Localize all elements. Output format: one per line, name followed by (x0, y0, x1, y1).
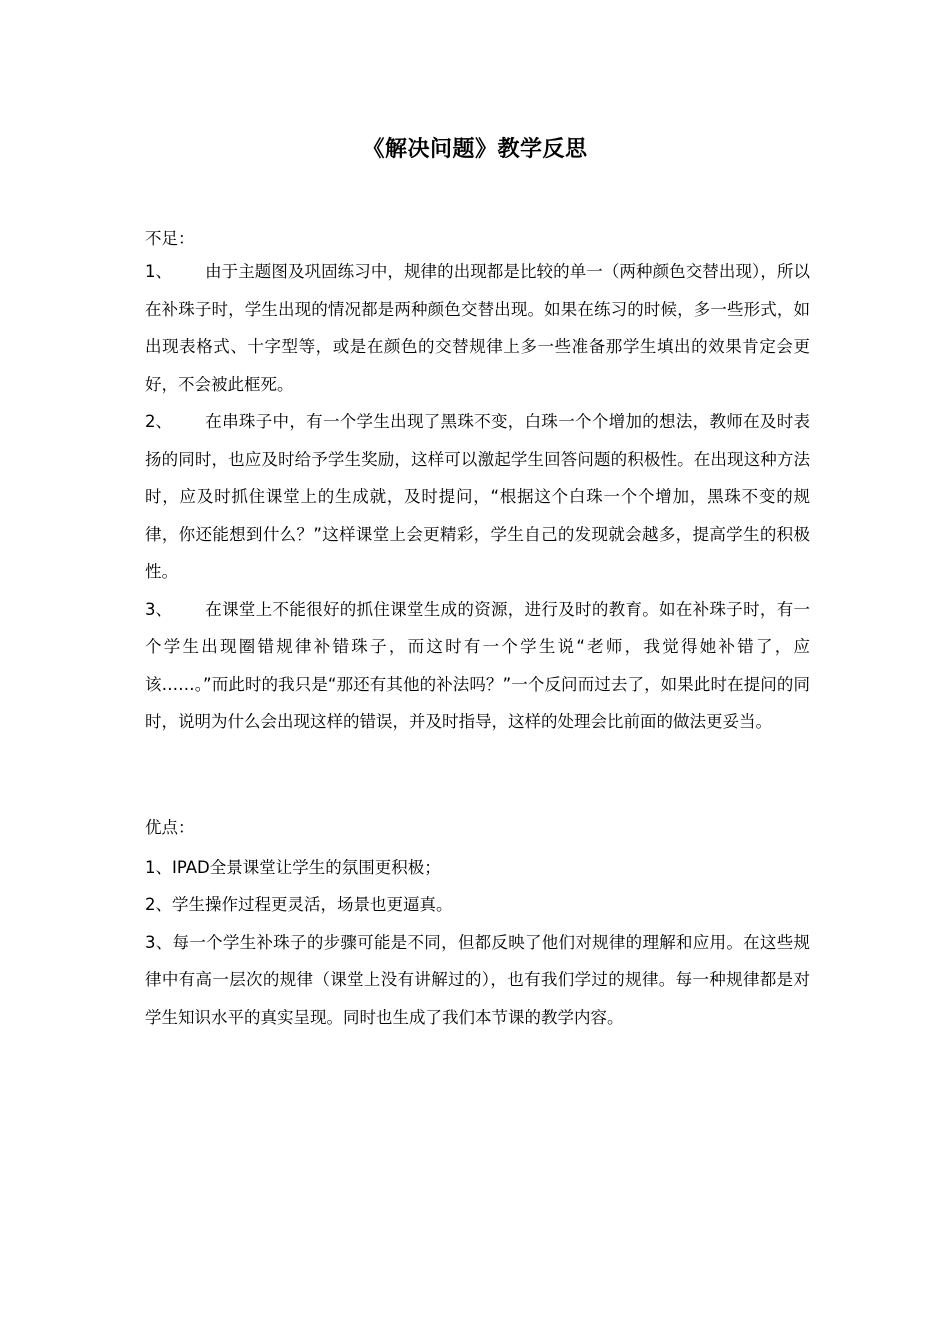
item-text: 在串珠子中，有一个学生出现了黑珠不变，白珠一个个增加的想法，教师在及时表扬的同时，也应及时给予学生奖励，这样可以激起学生回答问题的积极性。在出现这种方法时，应及时抓住课堂上的生成就，及时提问，“根据这个白珠一个个增加，黑珠不变的规律，你还能想到什么？”这样课堂上会更精彩，学生自己的发现就会越多，提高学生的积极性。 (145, 412, 810, 581)
strength-item: 1、IPAD全景课堂让学生的氛围更积极； (145, 857, 441, 877)
shortcomings-section (145, 225, 810, 741)
document-body (145, 225, 810, 1036)
item-text: 在课堂上不能很好的抓住课堂生成的资源，进行及时的教育。如在补珠子时，有一个学生出现圈错规律补错珠子，而这时有一个学生说“老师，我觉得她补错了，应该……。”而此时的我只是“那还有其他的补法吗？”一个反问而过去了，如果此时在提问的同时，说明为什么会出现这样的错误，并及时指导，这样的处理会比前面的做法更妥当。 (145, 599, 810, 731)
shortcomings-heading: 不足： (145, 229, 195, 248)
section-spacer (145, 741, 810, 811)
strength-item: 2、学生操作过程更灵活，场景也更逼真。 (145, 895, 453, 914)
item-number: 3、 (145, 599, 172, 619)
item-number: 1、 (145, 262, 172, 281)
strengths-section (145, 811, 810, 1037)
strengths-heading: 优点： (145, 817, 195, 837)
document-title: 《解决问题》教学反思 (362, 137, 588, 162)
shortcoming-item (145, 591, 810, 741)
strength-item: 3、每一个学生补珠子的步骤可能是不同，但都反映了他们对规律的理解和应用。在这些规律中有高一层次的规律（课堂上没有讲解过的），也有我们学过的规律。每一种规律都是对学生知识水平的真实呈现。同时也生成了我们本节课的教学内容。 (145, 932, 810, 1027)
item-number: 2、 (145, 412, 172, 431)
item-text: 由于主题图及巩固练习中，规律的出现都是比较的单一（两种颜色交替出现），所以在补珠子时，学生出现的情况都是两种颜色交替出现。如果在练习的时候，多一些形式，如出现表格式、十字型等，或是在颜色的交替规律上多一些准备那学生填出的效果肯定会更好，不会被此框死。 (145, 262, 810, 394)
shortcoming-item (145, 403, 810, 591)
shortcoming-item (145, 253, 810, 403)
